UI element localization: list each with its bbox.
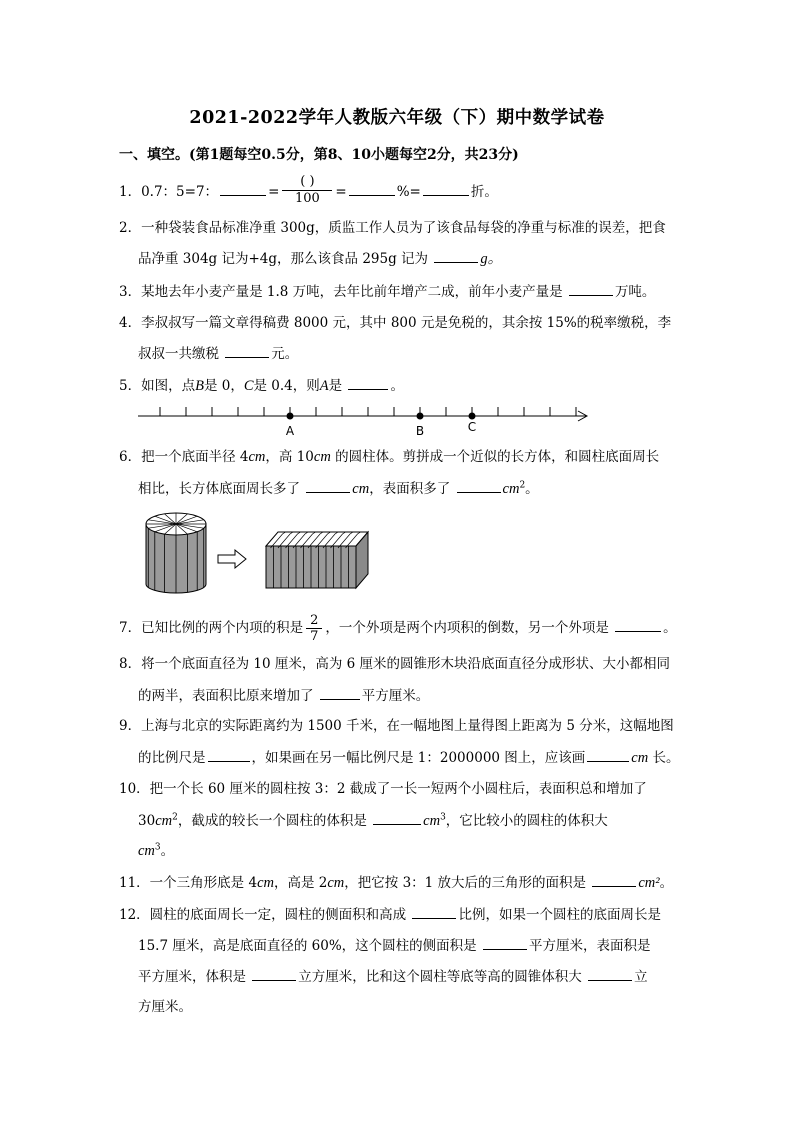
answer-blank[interactable]	[615, 617, 661, 632]
question-7: 7．已知比例的两个内项的积是 $\frac{2}{7}$ ，一个外项是两个内项积的倒数，另一个外项是 。	[119, 613, 677, 644]
question-9-line-1: 9．上海与北京的实际距离约为 1500 千米，在一幅地图上量得图上距离为 5 分米，这幅地图	[119, 718, 674, 734]
question-10-line-1: 10．把一个长 60 厘米的圆柱按 3：2 截成了一长一短两个小圆柱后，表面积总和增加了	[119, 781, 647, 797]
point-a	[287, 413, 294, 420]
answer-blank[interactable]	[592, 872, 636, 887]
question-10-line-3: $cm^3$。	[138, 842, 175, 859]
rectangular-prism	[266, 532, 368, 588]
fraction: $\frac{2}{7}$	[306, 613, 322, 644]
answer-blank[interactable]	[423, 181, 469, 196]
question-12-line-2: 15.7 厘米，高是底面直径的 60%，这个圆柱的侧面积是 平方厘米，表面积是	[138, 935, 650, 956]
answer-blank[interactable]	[588, 966, 632, 981]
answer-blank[interactable]	[320, 685, 360, 700]
cylinder-top-sectors	[146, 513, 206, 535]
question-4-line-2: 叔叔一共缴税 元。	[138, 343, 298, 364]
question-8-line-1: 8．将一个底面直径为 10 厘米，高为 6 厘米的圆锥形木块沿底面直径分成形状、大小都相同	[119, 656, 671, 672]
question-12-line-4: 方厘米。	[138, 999, 192, 1015]
label-c: C	[467, 420, 477, 434]
cylinder-to-box-figure	[140, 508, 380, 600]
number-line-figure	[130, 398, 600, 442]
transform-arrow-icon	[218, 550, 246, 568]
answer-blank[interactable]	[412, 904, 456, 919]
answer-blank[interactable]	[569, 281, 613, 296]
question-8-line-2: 的两半，表面积比原来增加了 平方厘米。	[138, 685, 429, 706]
fraction: $\frac{( )}{100}$	[282, 174, 332, 207]
question-4-line-1: 4．李叔叔写一篇文章得稿费 8000 元，其中 800 元是免税的，其余按 15%的税率缴税，李	[119, 315, 672, 331]
answer-blank[interactable]	[587, 747, 629, 762]
question-6-line-1: 6．把一个底面半径 4cm，高 10cm 的圆柱体。剪拼成一个近似的长方体，和圆柱底面周长	[119, 449, 660, 465]
question-5: 5．如图，点B是 0，C是 0.4，则A是 。	[119, 375, 404, 396]
answer-blank[interactable]	[349, 181, 395, 196]
answer-blank[interactable]	[483, 935, 527, 950]
question-2-line-2: 品净重 304g 记为+4g，那么该食品 295g 记为 g。	[138, 248, 502, 269]
question-1: 1．0.7：5=7： = $\frac{( )}{100}$ = %= 折。	[119, 174, 498, 206]
question-11: 11．一个三角形底是 4cm，高是 2cm，把它按 3：1 放大后的三角形的面积是 cm²。	[119, 872, 673, 893]
answer-blank[interactable]	[348, 375, 388, 390]
section-heading: 一、填空。(第1题每空0.5分，第8、10小题每空2分，共23分)	[119, 147, 519, 163]
answer-blank[interactable]	[373, 810, 421, 825]
question-9-line-2: 的比例尺是 ，如果画在另一幅比例尺是 1：2000000 图上，应该画 cm 长。	[138, 747, 680, 768]
question-12-line-3: 平方厘米，体积是 立方厘米，比和这个圆柱等底等高的圆锥体积大 立	[138, 966, 648, 987]
tick-marks	[160, 407, 576, 416]
answer-blank[interactable]	[225, 343, 269, 358]
question-6-line-2: 相比，长方体底面周长多了 cm，表面积多了 $cm^2$。	[138, 478, 539, 499]
answer-blank[interactable]	[220, 181, 266, 196]
answer-blank[interactable]	[208, 747, 250, 762]
answer-blank[interactable]	[457, 478, 501, 493]
answer-blank[interactable]	[434, 248, 478, 263]
question-3: 3．某地去年小麦产量是 1.8 万吨，去年比前年增产二成，前年小麦产量是 万吨。	[119, 281, 655, 302]
point-b	[417, 413, 424, 420]
question-10-line-2: $30cm^2$，截成的较长一个圆柱的体积是 $cm^3$，它比较小的圆柱的体积大	[138, 810, 608, 831]
label-a: A	[285, 424, 295, 438]
question-12-line-1: 12．圆柱的底面周长一定，圆柱的侧面积和高成 比例，如果一个圆柱的底面周长是	[119, 904, 661, 925]
point-c	[469, 413, 476, 420]
answer-blank[interactable]	[306, 478, 350, 493]
answer-blank[interactable]	[252, 966, 296, 981]
question-2-line-1: 2．一种袋装食品标准净重 300g，质监工作人员为了该食品每袋的净重与标准的误差，把食	[119, 220, 666, 236]
page-title: 2021-2022学年人教版六年级（下）期中数学试卷	[189, 108, 605, 128]
label-b: B	[415, 424, 425, 438]
